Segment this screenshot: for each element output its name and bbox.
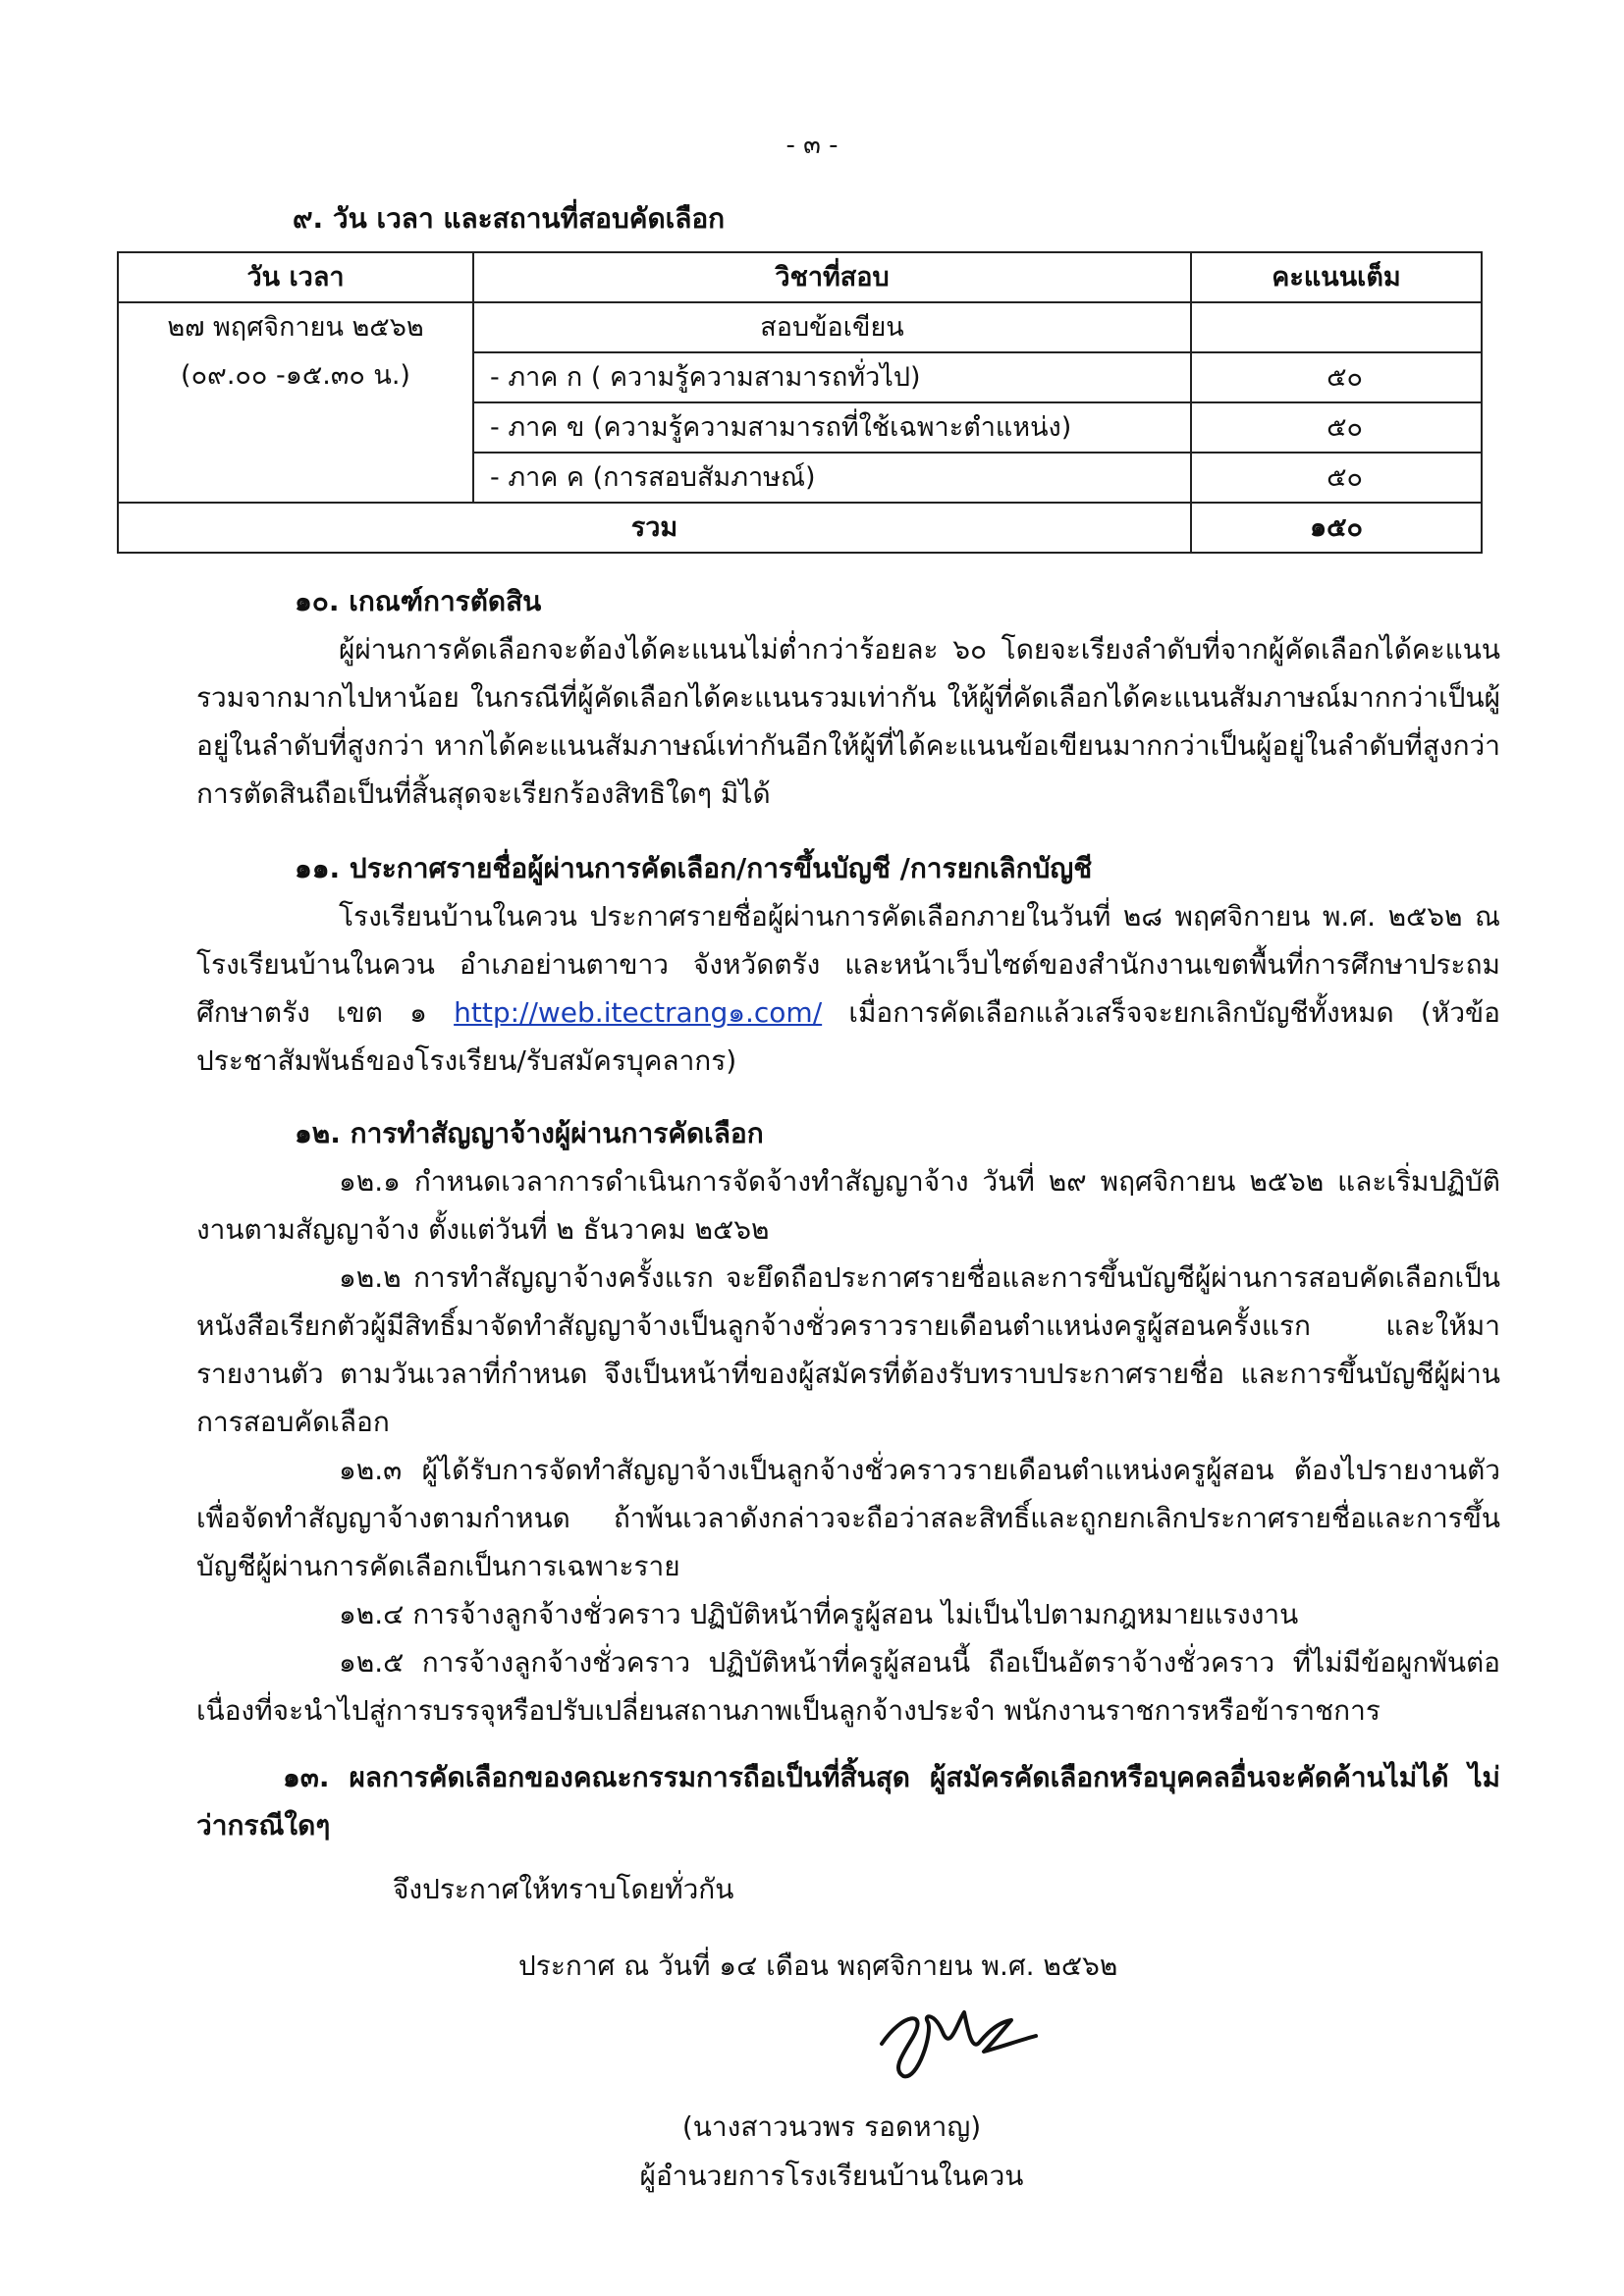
table-header-row xyxy=(118,252,1482,302)
subject-part-a: - ภาค ก ( ความรู้ความสามารถทั่วไป) xyxy=(473,352,1191,402)
header-score: คะแนนเต็ม xyxy=(1191,252,1482,302)
exam-time: (๐๙.๐๐ -๑๕.๓๐ น.) xyxy=(181,360,410,391)
section12-heading: ๑๒. การทำสัญญาจ้างผู้ผ่านการคัดเลือก xyxy=(295,1117,764,1149)
closing-date-row xyxy=(0,1942,1624,1990)
section10 xyxy=(196,577,1500,818)
score-part-b: ๕๐ xyxy=(1191,402,1482,453)
exam-date-cell xyxy=(118,302,473,503)
header-date: วัน เวลา xyxy=(118,252,473,302)
header-subject: วิชาที่สอบ xyxy=(473,252,1191,302)
score-cell xyxy=(1191,302,1482,352)
score-part-c: ๕๐ xyxy=(1191,453,1482,503)
score-part-a: ๕๐ xyxy=(1191,352,1482,402)
section13-heading: ๑๓. ผลการคัดเลือกของคณะกรรมการถือเป็นที่สิ้นสุด ผู้สมัครคัดเลือกหรือบุคคลอื่นจะคัดค้านไม่ได้ ไม่ว่ากรณีใดๆ xyxy=(196,1761,1500,1842)
section12-item-1: ๑๒.๑ กำหนดเวลาการดำเนินการจัดจ้างทำสัญญาจ้าง วันที่ ๒๙ พฤศจิกายน ๒๕๖๒ และเริ่มปฏิบัติงานตามสัญญาจ้าง ตั้งแต่วันที่ ๒ ธันวาคม ๒๕๖๒ xyxy=(196,1165,1500,1246)
page-number: - ๓ - xyxy=(785,131,839,160)
total-label: รวม xyxy=(118,503,1191,553)
section12 xyxy=(196,1109,1500,1735)
section9-heading: ๙. วัน เวลา และสถานที่สอบคัดเลือก xyxy=(293,202,726,235)
section10-heading: ๑๐. เกณฑ์การตัดสิน xyxy=(295,585,542,617)
section12-item-2: ๑๒.๒ การทำสัญญาจ้างครั้งแรก จะยึดถือประกาศรายชื่อและการขึ้นบัญชีผู้ผ่านการสอบคัดเลือกเป็นหนังสือเรียกตัวผู้มีสิทธิ์มาจัดทำสัญญาจ้างเป็นลูกจ้างชั่วคราวรายเดือนตำแหน่งครูผู้สอนครั้งแรก และให้มารายงานตัว ตามวันเวลาที่กำหนด จึงเป็นหน้าที่ของผู้สมัครที่ต้องรับทราบประกาศรายชื่อ และการขึ้นบัญชีผู้ผ่านการสอบคัดเลือก xyxy=(196,1261,1500,1438)
section13 xyxy=(196,1753,1500,1849)
section12-item-4: ๑๒.๔ การจ้างลูกจ้างชั่วคราว ปฏิบัติหน้าที่ครูผู้สอน ไม่เป็นไปตามกฎหมายแรงงาน xyxy=(339,1598,1299,1630)
announce-text: จึงประกาศให้ทราบโดยทั่วกัน xyxy=(393,1873,734,1905)
section11-heading: ๑๑. ประกาศรายชื่อผู้ผ่านการคัดเลือก/การขึ้นบัญชี /การยกเลิกบัญชี xyxy=(295,852,1093,884)
subject-part-c: - ภาค ค (การสอบสัมภาษณ์) xyxy=(473,453,1191,503)
section11-text-after: เมื่อการคัดเลือกแล้วเสร็จจะยกเลิกบัญชีทั้งหมด (หัวข้อ ประชาสัมพันธ์ของโรงเรียน/รับสมัครบุคลากร) xyxy=(196,996,1500,1077)
total-row xyxy=(118,503,1482,553)
announce-date: ประกาศ ณ วันที่ ๑๔ เดือน พฤศจิกายน พ.ศ. ๒๕๖๒ xyxy=(518,1949,1118,1982)
signer-title: ผู้อำนวยการโรงเรียนบ้านในควน xyxy=(639,2160,1024,2192)
section9 xyxy=(196,194,1500,242)
signer-name-row xyxy=(0,2103,1624,2151)
total-score: ๑๕๐ xyxy=(1191,503,1482,553)
section10-body: ผู้ผ่านการคัดเลือกจะต้องได้คะแนนไม่ต่ำกว่าร้อยละ ๖๐ โดยจะเรียงลำดับที่จากผู้คัดเลือกได้คะแนนรวมจากมากไปหาน้อย ในกรณีที่ผู้คัดเลือกได้คะแนนรวมเท่ากัน ให้ผู้ที่คัดเลือกได้คะแนนสัมภาษณ์มากกว่าเป็นผู้อยู่ในลำดับที่สูงกว่า หากได้คะแนนสัมภาษณ์เท่ากันอีกให้ผู้ที่ได้คะแนนข้อเขียนมากกว่าเป็นผู้อยู่ในลำดับที่สูงกว่าการตัดสินถือเป็นที่สิ้นสุดจะเรียกร้องสิทธิใดๆ มิได้ xyxy=(196,633,1500,810)
signature-image xyxy=(874,1993,1041,2081)
subject-title: สอบข้อเขียน xyxy=(473,302,1191,352)
section11-body xyxy=(196,892,1500,1085)
subject-part-b: - ภาค ข (ความรู้ความสามารถที่ใช้เฉพาะตำแหน่ง) xyxy=(473,402,1191,453)
table-row xyxy=(118,302,1482,352)
section12-item-3: ๑๒.๓ ผู้ได้รับการจัดทำสัญญาจ้างเป็นลูกจ้างชั่วคราวรายเดือนตำแหน่งครูผู้สอน ต้องไปรายงานตัวเพื่อจัดทำสัญญาจ้างตามกำหนด ถ้าพ้นเวลาดังกล่าวจะถือว่าสละสิทธิ์และถูกยกเลิกประกาศรายชื่อและการขึ้นบัญชีผู้ผ่านการคัดเลือกเป็นการเฉพาะราย xyxy=(196,1454,1500,1582)
section11-text-before: โรงเรียนบ้านในควน ประกาศรายชื่อผู้ผ่านการคัดเลือกภายในวันที่ ๒๘ พฤศจิกายน พ.ศ. ๒๕๖๒ ณ โรงเรียนบ้านในควน อำเภอย่านตาขาว จังหวัดตรัง และหน้าเว็บไซต์ของสำนักงานเขตพื้นที่การศึกษาประถมศึกษาตรัง เขต ๑ xyxy=(196,900,1500,1029)
exam-date: ๒๗ พฤศจิกายน ๒๕๖๒ xyxy=(167,312,424,343)
section12-item-5: ๑๒.๕ การจ้างลูกจ้างชั่วคราว ปฏิบัติหน้าที่ครูผู้สอนนี้ ถือเป็นอัตราจ้างชั่วคราว ที่ไม่มีข้อผูกพันต่อเนื่องที่จะนำไปสู่การบรรจุหรือปรับเปลี่ยนสถานภาพเป็นลูกจ้างประจำ พนักงานราชการหรือข้าราชการ xyxy=(196,1646,1500,1727)
section11 xyxy=(196,844,1500,1085)
exam-schedule-table xyxy=(117,251,1483,554)
signer-name: (นางสาวนวพร รอดหาญ) xyxy=(681,2110,982,2143)
closing xyxy=(0,1865,1624,1913)
itectrang-link[interactable]: http://web.itectrang๑.com/ xyxy=(454,996,823,1029)
signer-title-row xyxy=(0,2152,1624,2200)
